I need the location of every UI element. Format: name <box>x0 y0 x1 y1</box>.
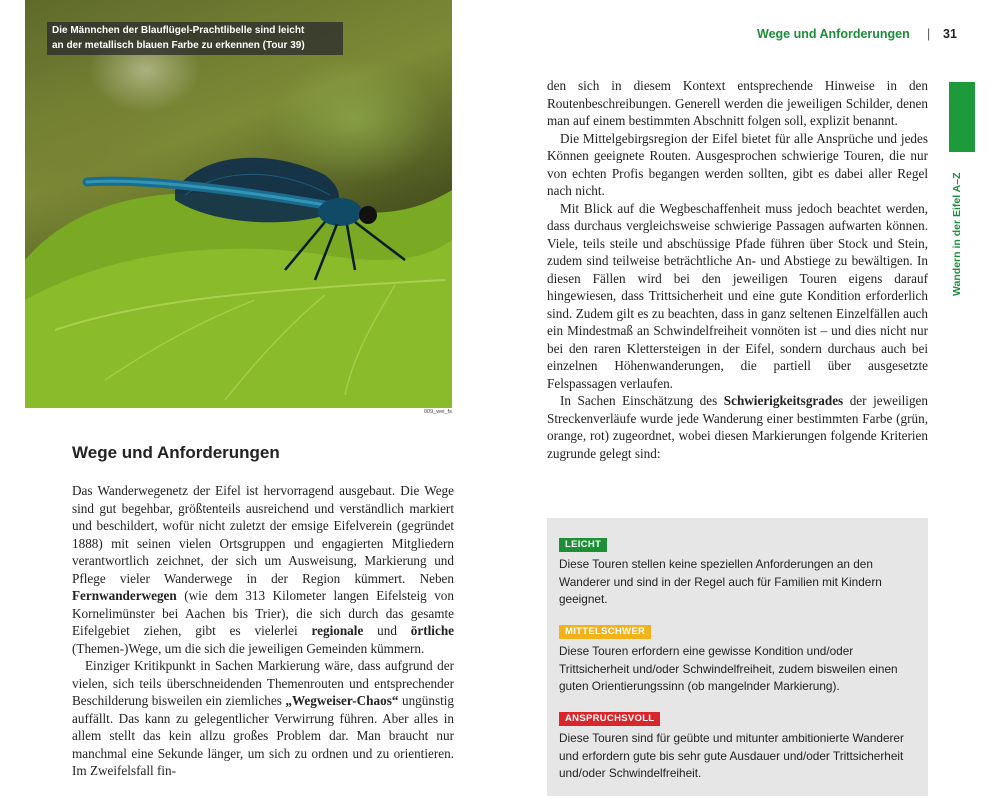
difficulty-legend-box <box>547 518 928 796</box>
paragraph: Die Mittelgebirgsregion der Eifel bietet für alle Ansprüche und jedes Können geeignete Routen. Ausgesprochen schwierige Touren, die nur von echten Profis begangen werden sollten, gibt es dabei aller Regel nach nicht. <box>547 130 928 198</box>
paragraph: den sich in diesem Kontext entsprechende Hinweise in den Routenbeschreibungen. Generell werden die jeweiligen Schilder, denen man auf einem bestimmten Abschnitt folgen soll, explizit benannt. <box>547 78 928 128</box>
difficulty-description: Diese Touren stellen keine speziellen Anforderungen an den Wanderer und sind in der Regel auch für Familien mit Kindern geeignet. <box>559 557 882 606</box>
paragraph: Das Wanderwegenetz der Eifel ist hervorragend ausgebaut. Die Wege sind gut begehbar, größtenteils ausreichend und verständlich markiert und beschildert, wofür nicht zuletzt der emsige Eifelverein (gegründet 1888) mit seinen vielen Ortsgruppen und engagierten Mitgliedern verantwortlich zeichnet, der sich um Ausweisung, Markierung und Pflege vieler Wanderwege in der Region kümmert. Neben Fernwanderwegen (wie dem 313 Kilometer langen Eifelsteig von Kornelimünster bei Aachen bis Trier), die sich durch das gesamte Eifelgebiet ziehen, gibt es vielerlei regionale und örtliche (Themen-)Wege, um die sich die jeweiligen Gemeinden kümmern. <box>72 483 455 656</box>
section-title: Wege und Anforderungen <box>72 443 280 462</box>
left-column <box>72 482 454 780</box>
side-tab-label: Wandern in der Eifel A–Z <box>951 172 963 296</box>
difficulty-easy <box>559 534 917 609</box>
difficulty-description: Diese Touren erfordern eine gewisse Kondition und/oder Trittsicherheit und/oder Schwindelfreiheit, zudem bisweilen einen guten Orientierungssinn (ob mangelnder Markierung). <box>559 644 898 693</box>
photo-id: 009_wei_fs <box>424 409 452 415</box>
running-title: Wege und Anforderungen <box>757 27 910 41</box>
page-number: 31 <box>943 27 957 41</box>
paragraph: Mit Blick auf die Wegbeschaffenheit muss jedoch beachtet werden, dass durchaus vergleichsweise schwierige Passagen aufwarten können. Viele, teils steile und abschüssige Pfade führen über Stock und Stein, zudem sind teilweise beträchtliche An- und Abstiege zu bewältigen. In diesen Fällen wird bei den jeweiligen Touren eigens darauf hingewiesen, dass Trittsicherheit und eine gute Kondition erforderlich sind. Zudem gilt es zu beachten, dass in ganz seltenen Einzelfällen auch ein Mindestmaß an Schwindelfreiheit vonnöten ist – und dies nicht nur bei den raren Klettersteigen in der Eifel, sondern durchaus auch bei einzelnen Höhenwanderungen, die partiell über ausgesetzte Felspassagen verlaufen. <box>547 200 928 391</box>
difficulty-badge: ANSPRUCHSVOLL <box>559 712 660 726</box>
caption-line-1: Die Männchen der Blauflügel-Prachtlibelle sind leicht <box>52 25 305 36</box>
dragonfly-illustration <box>25 0 452 408</box>
paragraph: In Sachen Einschätzung des Schwierigkeitsgrades der jeweiligen Streckenverläufe wurde jede Wanderung einer bestimmten Farbe (grün, orange, rot) zugeordnet, wobei diesen Markierungen folgende Kriterien zugrunde gelegt sind: <box>547 393 928 461</box>
caption-line-2: an der metallisch blauen Farbe zu erkennen (Tour 39) <box>52 39 305 51</box>
dragonfly-head <box>359 206 377 224</box>
difficulty-medium <box>559 621 917 696</box>
paragraph: Einziger Kritikpunkt in Sachen Markierung wäre, dass aufgrund der vielen, sich teils überschneidenden Themenrouten und entsprechender Beschilderung bisweilen ein ziemliches „Wegweiser-Chaos“ ungünstig auffällt. Das kann zu gelegentlicher Verwirrung führen. Aber alles in allem stellt das kein allzu großes Problem dar. Man braucht nur manchmal eine Sekunde länger, um sich zu ordnen und zu orientieren. Im Zweifelsfall fin- <box>72 658 454 778</box>
photo-caption <box>47 22 343 55</box>
difficulty-badge: LEICHT <box>559 538 607 552</box>
difficulty-hard <box>559 708 917 783</box>
header-separator: | <box>927 27 931 41</box>
dragonfly-photo <box>25 0 452 408</box>
difficulty-badge: MITTELSCHWER <box>559 625 651 639</box>
difficulty-description: Diese Touren sind für geübte und mitunter ambitionierte Wanderer und erfordern gute bis sehr gute Ausdauer und/oder Trittsicherheit und/oder Schwindelfreiheit. <box>559 731 904 780</box>
right-column <box>547 77 928 462</box>
